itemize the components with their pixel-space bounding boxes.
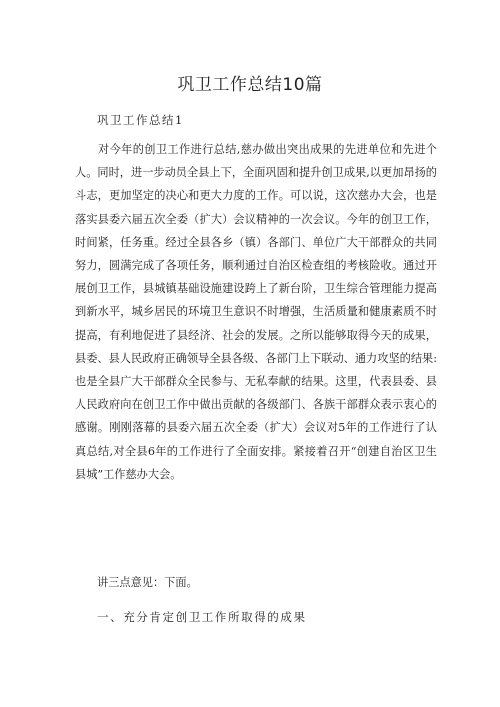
part-heading: 一、充分肯定创卫工作所取得的成果 [97, 610, 307, 624]
section-heading: 巩卫工作总结1 [97, 113, 184, 127]
body-paragraph-short: 讲三点意见：下面。 [97, 576, 198, 589]
document-title: 巩卫工作总结10篇 [177, 75, 323, 95]
body-paragraph: 对今年的创卫工作进行总结,慈办做出突出成果的先进单位和先进个人。同时，进一步动员全县上下，全面巩固和提升创卫成果,以更加昂扬的斗志，更加坚定的决心和更大力度的工作。可以说，这次慈办大会，也是落实县委六届五次全委（扩大）会议精神的一次会议。今年的创卫工作，时间紧，任务重。经过全县各乡（镇）各部门、单位广大干部群众的共同努力，圆满完成了各项任务，顺利通过自治区检查组的考核险收。通过开展创卫工作，县城镇基础设施建设跨上了新台阶，卫生综合管理能力提高到新水平，城乡居民的环境卫生意识不时增强，生活质量和健康素质不时提高，有利地促进了县经济、社会的发展。之所以能够取得今天的成果，县委、县人民政府正确领导全县各级、各部门上下联动、通力攻坚的结果:也是全县广大干部群众全民参与、无私奉献的结果。这里，代表县委、县人民政府向在创卫工作中做出贡献的各级部门、各族干部群众表示衷心的感谢。刚刚落幕的县委六届五次全委（扩大）会议对5年的工作进行了认真总结,对全县6年的工作进行了全面安排。紧接着召开“创建自治区卫生县城”工作慈办大会。 [75, 143, 437, 481]
